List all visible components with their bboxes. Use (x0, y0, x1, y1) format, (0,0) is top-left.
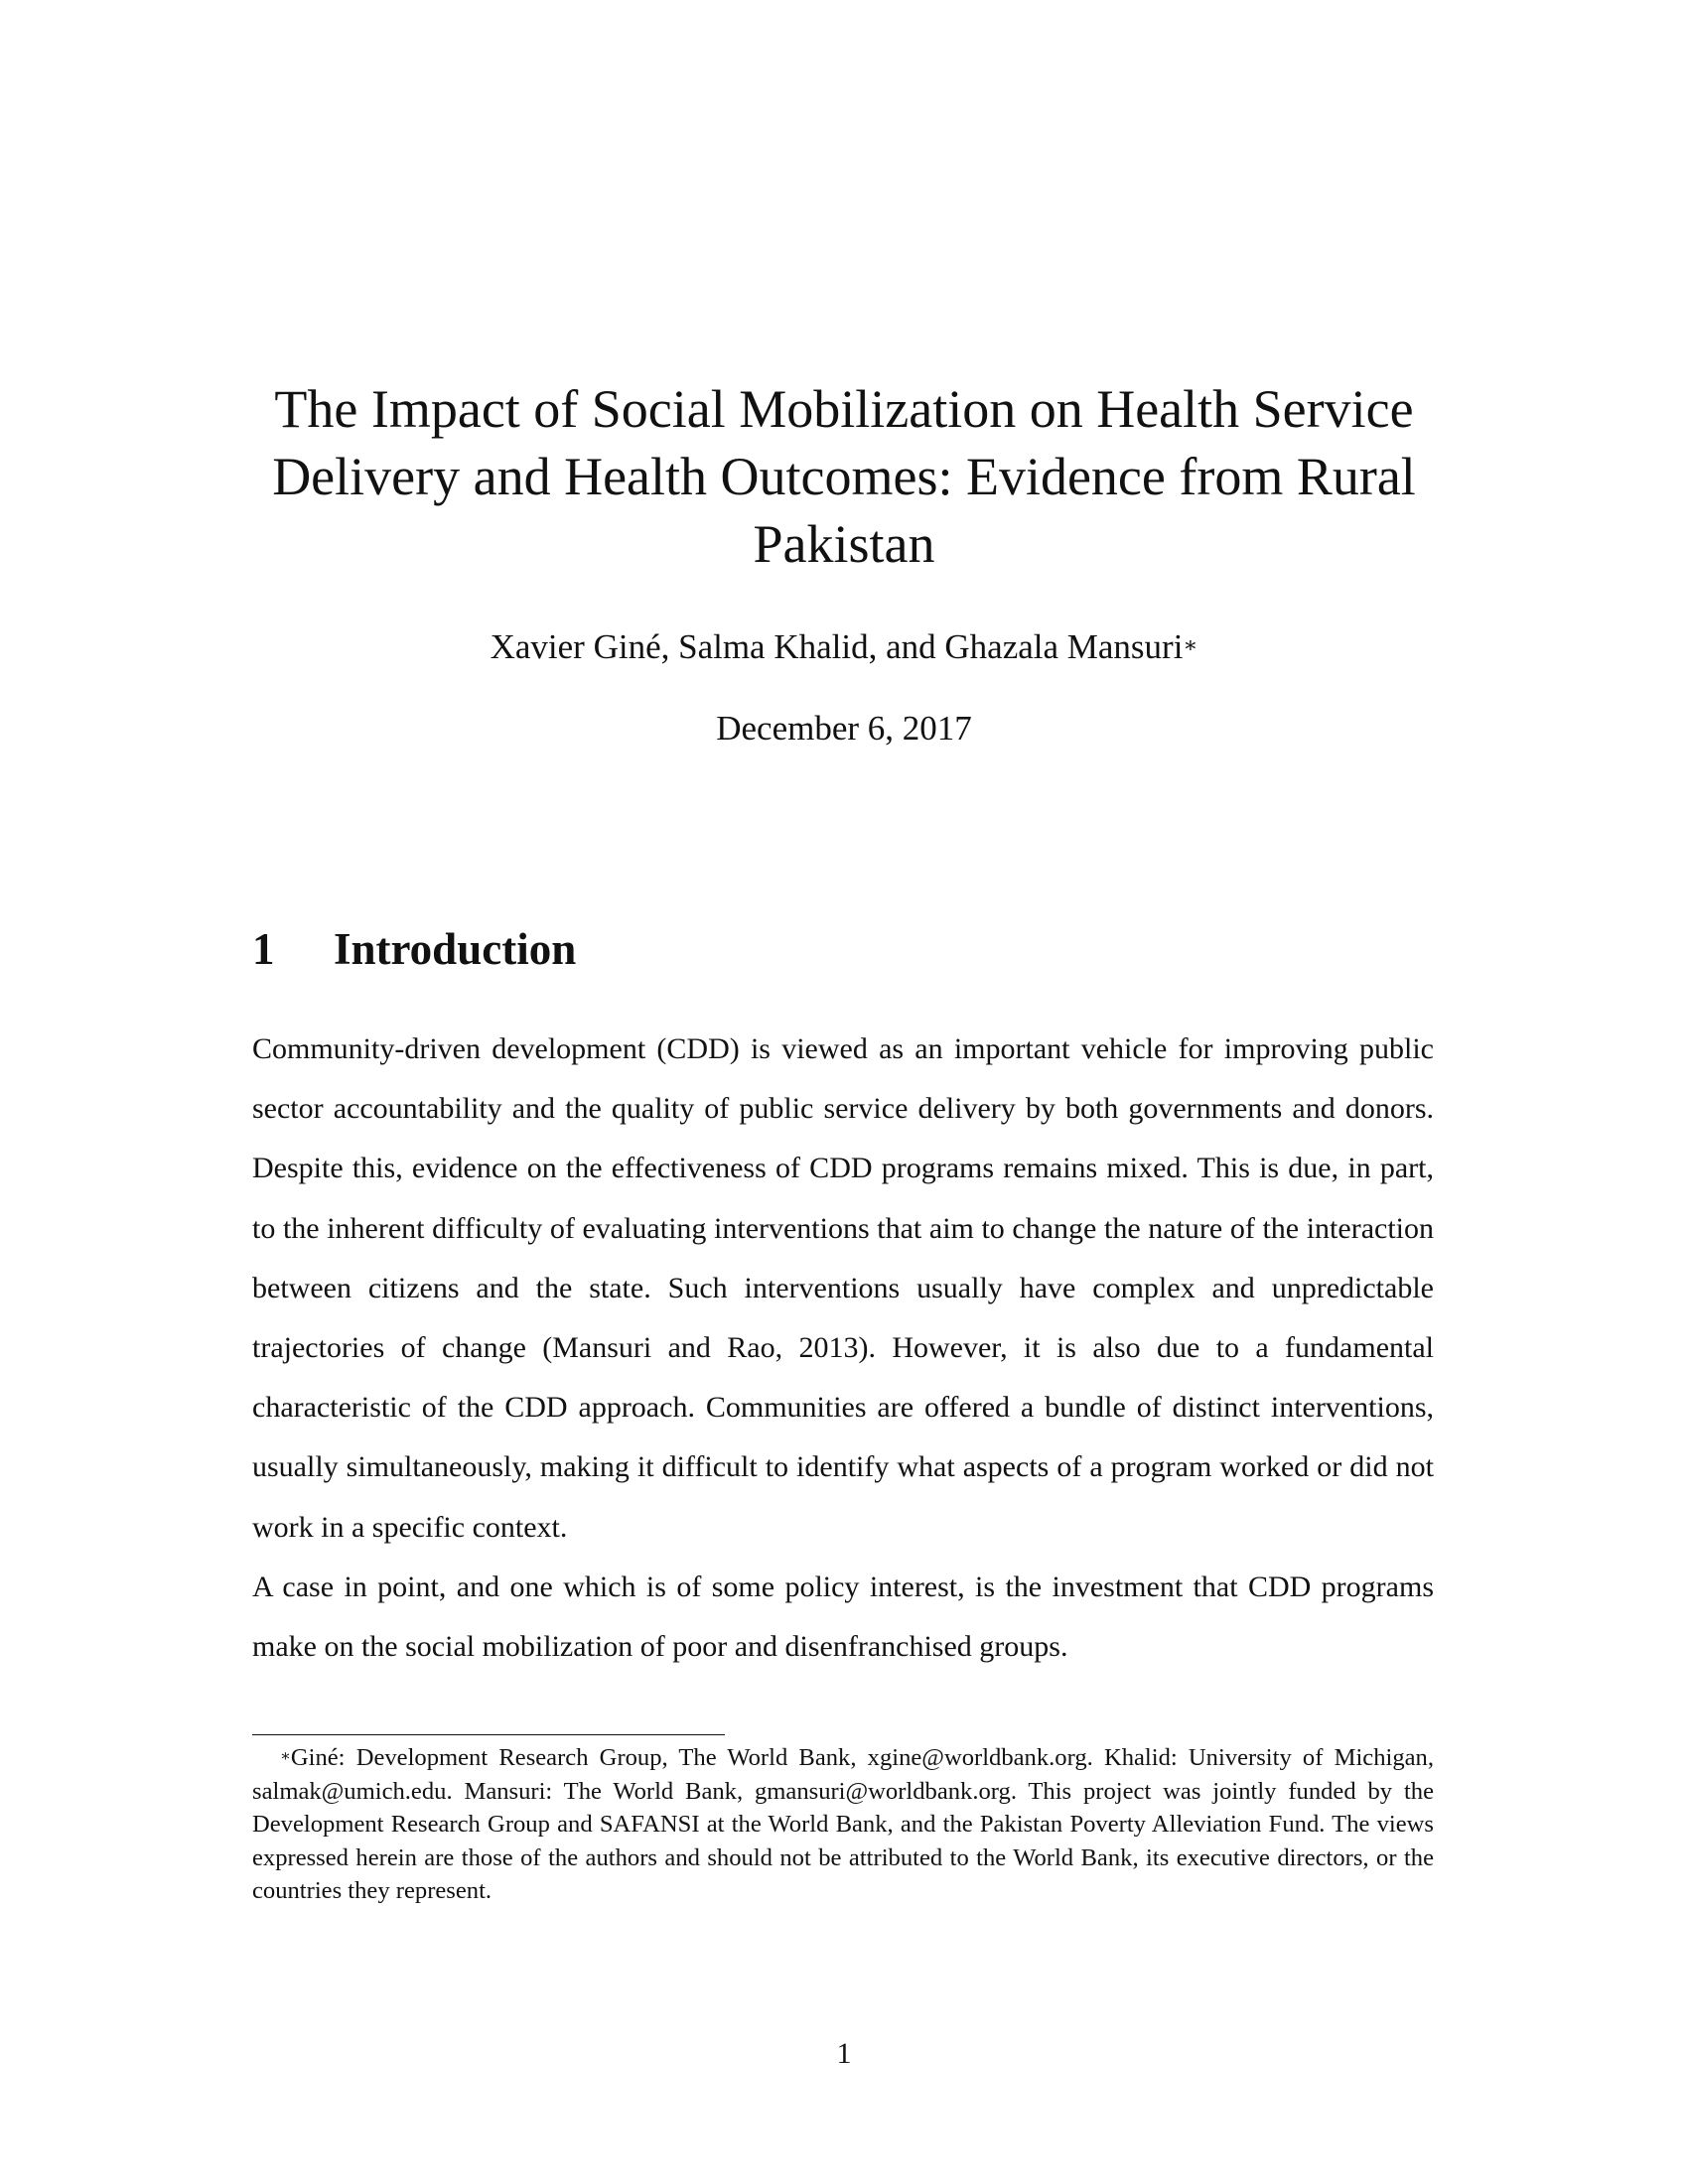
footnote-rule (252, 1734, 725, 1735)
author-names: Xavier Giné, Salma Khalid, and Ghazala Mansuri (490, 627, 1184, 666)
body-text (252, 1020, 1434, 1677)
section-heading (252, 921, 576, 977)
page-number: 1 (836, 2037, 852, 2070)
paper-title: The Impact of Social Mobilization on Health Service Delivery and Health Outcomes: Evidence from Rural Pakistan (272, 379, 1416, 574)
footnote-mark: ∗ (280, 1748, 291, 1765)
paper-date: December 6, 2017 (716, 709, 972, 748)
section-number: 1 (252, 924, 275, 974)
footnote (252, 1741, 1434, 1908)
paragraph: A case in point, and one which is of some policy interest, is the investment that CDD programs make on the social mobilization of poor and disenfranchised groups. (252, 1570, 1434, 1664)
paragraph: Community-driven development (CDD) is viewed as an important vehicle for improving public sector accountability and the quality of public service delivery by both governments and donors. Despite this, evidence on the effectiveness of CDD programs remains mixed. This is due, in part, to the inherent difficulty of evaluating interventions that aim to change the nature of the interaction between citizens and the state. Such interventions usually have complex and unpredictable trajectories of change (Mansuri and Rao, 2013). However, it is also due to a fundamental characteristic of the CDD approach. Communities are offered a bundle of distinct interventions, usually simultaneously, making it difficult to identify what aspects of a program worked or did not work in a specific context. (252, 1032, 1434, 1544)
author-line (248, 625, 1440, 669)
section-title: Introduction (334, 924, 577, 974)
footnote-text: Giné: Development Research Group, The World Bank, xgine@worldbank.org. Khalid: University of Michigan, salmak@umich.edu. Mansuri: The World Bank, gmansuri@worldbank.org. This project was jointly funded by the Development Research Group and SAFANSI at the World Bank, and the Pakistan Poverty Alleviation Fund. The views expressed herein are those of the authors and should not be attributed to the World Bank, its executive directors, or the countries they represent. (252, 1744, 1434, 1905)
author-footnote-mark: ∗ (1183, 632, 1198, 657)
